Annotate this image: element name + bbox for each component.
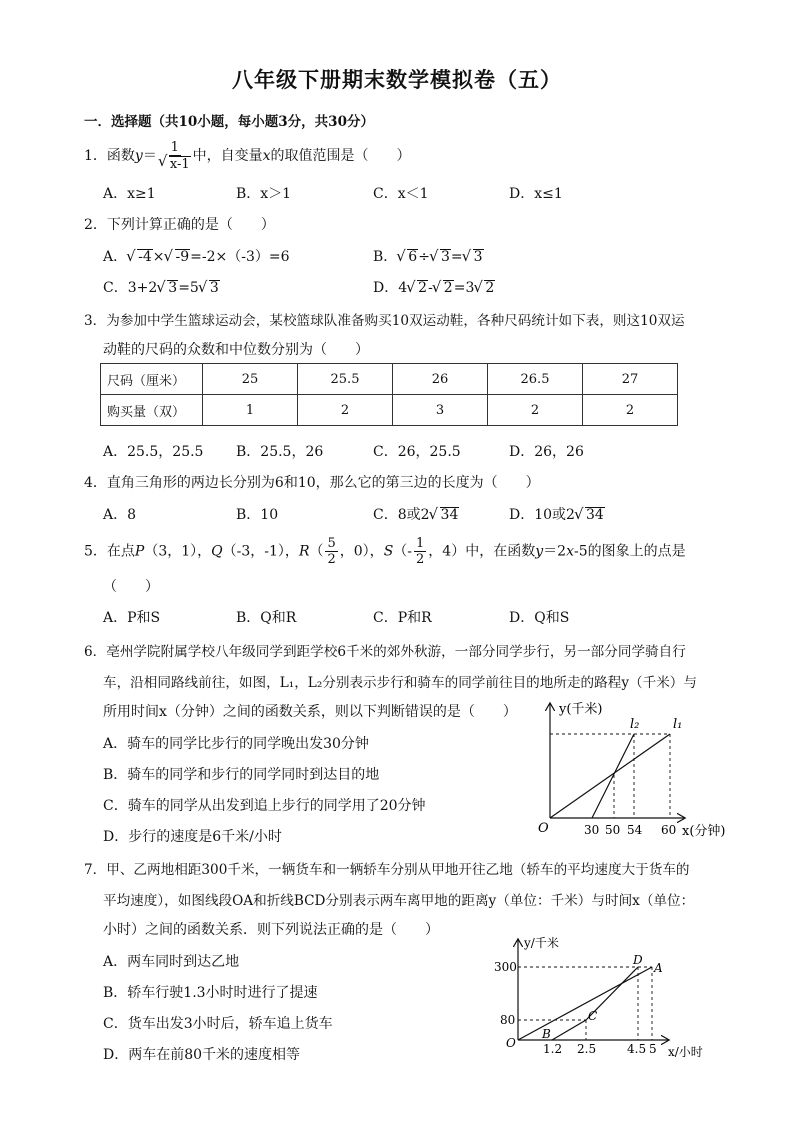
tick-label: 5: [649, 1042, 657, 1056]
q7-distance-time-graph: [492, 934, 722, 1062]
tick-label: 54: [627, 823, 643, 837]
q4-option-a: A．8: [103, 507, 137, 523]
point-D-label: D: [633, 953, 643, 967]
q5-option-c: C．P和R: [373, 610, 432, 626]
tick-label: 50: [605, 823, 621, 837]
q3-option-c: C．26，25.5: [373, 444, 461, 460]
table-cell: 1: [203, 395, 298, 426]
q3-option-b: B．25.5，26: [236, 444, 324, 460]
question-1-stem: 1．函数y＝ 1 √ x-1 中，自变量x的取值范围是（ ）: [84, 140, 411, 172]
y-axis-label: y/千米: [524, 936, 559, 950]
q5-option-a: A．P和S: [103, 610, 161, 626]
point-B-label: B: [542, 1027, 551, 1041]
q6-distance-time-graph: [530, 698, 770, 840]
tick-label: 30: [584, 823, 600, 837]
l1-label: l₁: [673, 717, 683, 732]
l2-label: l₂: [630, 717, 640, 732]
polyline-BCD: [552, 967, 638, 1040]
table-header-cell: 购买量（双）: [101, 395, 203, 426]
q5-option-d: D．Q和S: [509, 610, 570, 626]
table-cell: 2: [583, 395, 678, 426]
x-axis-label: x(分钟): [682, 824, 726, 839]
q7-option-c: C．货车出发3小时后，轿车追上货车: [103, 1016, 333, 1032]
q4-option-c: C．8或2√ 34: [373, 504, 459, 524]
question-7-line3: 小时）之间的函数关系．则下列说法正确的是（ ）: [103, 922, 439, 938]
segment-OA: [518, 967, 652, 1040]
question-3-line2: 动鞋的尺码的众数和中位数分别为（ ）: [103, 342, 369, 358]
origin-label: O: [538, 821, 549, 836]
tick-label: 4.5: [627, 1042, 647, 1056]
page-title: 八年级下册期末数学模拟卷（五）: [232, 67, 562, 92]
question-4-stem: 4．直角三角形的两边长分别为6和10，那么它的第三边的长度为（ ）: [84, 475, 540, 491]
q6-option-d: D．步行的速度是6千米/小时: [103, 829, 282, 845]
q7-option-a: A．两车同时到达乙地: [103, 954, 240, 970]
q5-option-b: B．Q和R: [236, 610, 297, 626]
point-A-label: A: [654, 961, 663, 975]
question-6-line2: 车，沿相同路线前往，如图，L₁，L₂分别表示步行和骑车的同学前往目的地所走的路程y（千米）与: [103, 675, 697, 691]
q4-option-d: D．10或2√ 34: [509, 504, 605, 524]
question-5-stem: 5．在点P（3，1），Q（-3，-1），R（ $\frac{5}{2}$ ，0），S（- $\frac{1}{2}$ ，4）中，在函数y＝2x-5的图象上的点是: [84, 536, 686, 567]
line-l1: [550, 734, 670, 818]
q7-option-b: B．轿车行驶1.3小时时进行了提速: [103, 985, 318, 1001]
table-cell: 25: [203, 364, 298, 395]
table-cell: 26.5: [488, 364, 583, 395]
table-cell: 27: [583, 364, 678, 395]
tick-label: 60: [661, 823, 677, 837]
q2-option-a: A．√ -4×√ -9=-2×（-3）=6: [103, 246, 290, 266]
section-heading: 一．选择题（共10小题，每小题3分，共30分）: [84, 114, 374, 130]
y-tick-80: 80: [500, 1013, 516, 1027]
q6-option-c: C．骑车的同学从出发到追上步行的同学用了20分钟: [103, 798, 426, 814]
table-cell: 2: [298, 395, 393, 426]
q4-option-b: B．10: [236, 507, 279, 523]
q1-option-b: B．x＞1: [236, 186, 292, 202]
question-5-line2: （ ）: [103, 579, 159, 595]
table-row: [101, 395, 678, 426]
q3-option-d: D．26，26: [509, 444, 584, 460]
table-header-cell: 尺码（厘米）: [101, 364, 203, 395]
question-6-line3: 所用时间x（分钟）之间的函数关系，则以下判断错误的是（ ）: [103, 704, 517, 720]
question-7-line2: 平均速度），如图线段OA和折线BCD分别表示两车离甲地的距离y（单位：千米）与时间x（单位：: [103, 893, 695, 909]
line-l2: [592, 734, 634, 818]
q6-option-a: A．骑车的同学比步行的同学晚出发30分钟: [103, 736, 369, 752]
q6-option-b: B．骑车的同学和步行的同学同时到达目的地: [103, 767, 380, 783]
q1-option-d: D．x≤1: [509, 186, 563, 202]
table-cell: 25.5: [298, 364, 393, 395]
tick-label: 1.2: [543, 1042, 563, 1056]
question-2-stem: 2．下列计算正确的是（ ）: [84, 217, 275, 233]
table-cell: 3: [393, 395, 488, 426]
tick-label: 2.5: [577, 1042, 597, 1056]
table-cell: 2: [488, 395, 583, 426]
q3-option-a: A．25.5，25.5: [103, 444, 204, 460]
table-cell: 26: [393, 364, 488, 395]
question-3-line1: 3．为参加中学生篮球运动会，某校篮球队准备购买10双运动鞋，各种尺码统计如下表，则这10双运: [84, 313, 685, 329]
shoe-size-table: [100, 363, 678, 426]
origin-label: O: [506, 1036, 516, 1050]
x-axis-label: x/小时: [668, 1045, 703, 1059]
y-tick-300: 300: [494, 960, 517, 974]
q2-option-c: C．3+2√ 3=5√ 3: [103, 277, 220, 297]
q1-option-c: C．x＜1: [373, 186, 429, 202]
question-7-line1: 7．甲、乙两地相距300千米，一辆货车和一辆轿车分别从甲地开往乙地（轿车的平均速度大于货车的: [84, 862, 690, 878]
question-6-line1: 6．亳州学院附属学校八年级同学到距学校6千米的郊外秋游，一部分同学步行，另一部分同学骑自行: [84, 644, 686, 660]
q2-option-b: B．√ 6÷√ 3=√ 3: [373, 246, 484, 266]
q1-option-a: A．x≥1: [103, 186, 156, 202]
y-axis-label: y(千米): [559, 702, 603, 717]
point-C-label: C: [588, 1009, 598, 1023]
q2-option-d: D．4√ 2-√ 2=3√ 2: [373, 277, 495, 297]
table-row: [101, 364, 678, 395]
q7-option-d: D．两车在前80千米的速度相等: [103, 1047, 301, 1063]
